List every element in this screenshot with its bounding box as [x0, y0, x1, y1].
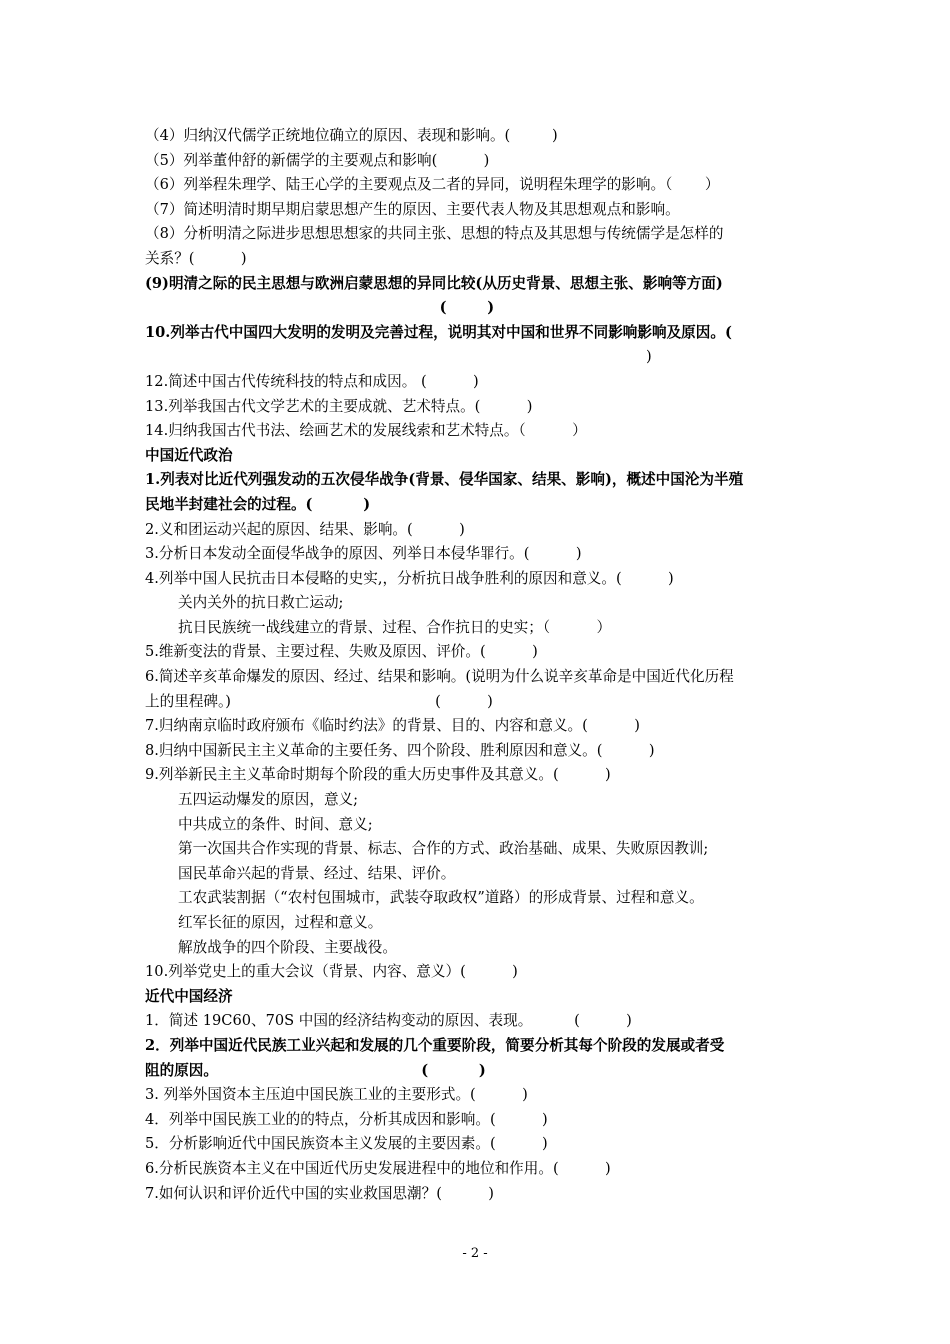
text-line: 10.列举古代中国四大发明的发明及完善过程，说明其对中国和世界不同影响影响及原因。( [145, 323, 732, 341]
text-line: 6.分析民族资本主义在中国近代历史发展进程中的地位和作用。( ) [145, 1159, 611, 1177]
text-line: 4.列举中国人民抗击日本侵略的史实,，分析抗日战争胜利的原因和意义。( ) [145, 569, 674, 587]
text-line: 9.列举新民主主义革命时期每个阶段的重大历史事件及其意义。( ) [145, 766, 611, 784]
text-line: 4．列举中国民族工业的的特点，分析其成因和影响。( ) [145, 1110, 548, 1128]
text-line: 7.归纳南京临时政府颁布《临时约法》的背景、目的、内容和意义。( ) [145, 717, 640, 735]
text-line: 10.列举党史上的重大会议（背景、内容、意义）( ) [145, 963, 518, 981]
text-line: 3. 列举外国资本主压迫中国民族工业的主要形式。( ) [145, 1086, 528, 1104]
text-line: 5.维新变法的背景、主要过程、失败及原因、评价。( ) [145, 643, 538, 661]
text-line: 2.义和团运动兴起的原因、结果、影响。( ) [145, 520, 465, 538]
text-line: 12.简述中国古代传统科技的特点和成因。 ( ) [145, 372, 479, 390]
text-line: 8.归纳中国新民主主义革命的主要任务、四个阶段、胜利原因和意义。( ) [145, 741, 655, 759]
text-line: 1.列表对比近代列强发动的五次侵华战争(背景、侵华国家、结果、影响)，概述中国沦为半殖 [145, 471, 744, 489]
text-line: 五四运动爆发的原因，意义; [178, 791, 359, 809]
text-line: （6）列举程朱理学、陆王心学的主要观点及二者的异同，说明程朱理学的影响。（ ） [145, 176, 720, 194]
text-line: 国民革命兴起的背景、经过、结果、评价。 [178, 864, 456, 882]
text-line: （5）列举董仲舒的新儒学的主要观点和影响( ) [145, 151, 490, 169]
text-line: （8）分析明清之际进步思想思想家的共同主张、思想的特点及其思想与传统儒学是怎样的 [145, 225, 724, 243]
text-line: 上的里程碑。) ( ) [145, 692, 493, 710]
text-line: 7.如何认识和评价近代中国的实业救国思潮？( ) [145, 1184, 494, 1202]
text-line: 民地半封建社会的过程。( ) [145, 495, 371, 513]
text-line: 中共成立的条件、时间、意义; [178, 815, 373, 833]
text-line: 关内关外的抗日救亡运动; [178, 594, 344, 612]
text-line: 14.归纳我国古代书法、绘画艺术的发展线索和艺术特点。（ ） [145, 422, 587, 440]
text-line: 阻的原因。 ( ) [145, 1061, 486, 1079]
text-line: 中国近代政治 [145, 446, 233, 464]
text-line: 抗日民族统一战线建立的背景、过程、合作抗日的史实；（ ） [178, 618, 612, 636]
text-line: 关系？( ) [145, 249, 247, 267]
text-line: ) [145, 348, 652, 366]
text-line: ( ) [145, 299, 495, 317]
text-line: （7）简述明清时期早期启蒙思想产生的原因、主要代表人物及其思想观点和影响。 [145, 200, 680, 218]
text-line: 2．列举中国近代民族工业兴起和发展的几个重要阶段，简要分析其每个阶段的发展或者受 [145, 1036, 725, 1054]
text-line: 解放战争的四个阶段、主要战役。 [178, 938, 397, 956]
text-line: 3.分析日本发动全面侵华战争的原因、列举日本侵华罪行。( ) [145, 545, 582, 563]
text-line: （4）归纳汉代儒学正统地位确立的原因、表现和影响。( ) [145, 127, 558, 144]
text-line: 第一次国共合作实现的背景、标志、合作的方式、政治基础、成果、失败原因教训; [178, 840, 709, 858]
text-line: 5．分析影响近代中国民族资本主义发展的主要因素。( ) [145, 1135, 548, 1153]
text-line: 红军长征的原因，过程和意义。 [178, 914, 383, 931]
text-line: 工农武装割据（“农村包围城市，武装夺取政权”道路）的形成背景、过程和意义。 [178, 889, 704, 907]
text-line: (9)明清之际的民主思想与欧洲启蒙思想的异同比较(从历史背景、思想主张、影响等方面) [145, 274, 723, 292]
page-number: - 2 - [462, 1246, 488, 1261]
text-line: 13.列举我国古代文学艺术的主要成就、艺术特点。( ) [145, 397, 533, 415]
document-body [145, 124, 807, 1206]
text-line: 近代中国经济 [145, 987, 233, 1005]
text-line: 6.简述辛亥革命爆发的原因、经过、结果和影响。(说明为什么说辛亥革命是中国近代化历程 [145, 668, 734, 686]
text-line: 1．简述 19C60、70S 中国的经济结构变动的原因、表现。 ( ) [145, 1012, 632, 1030]
